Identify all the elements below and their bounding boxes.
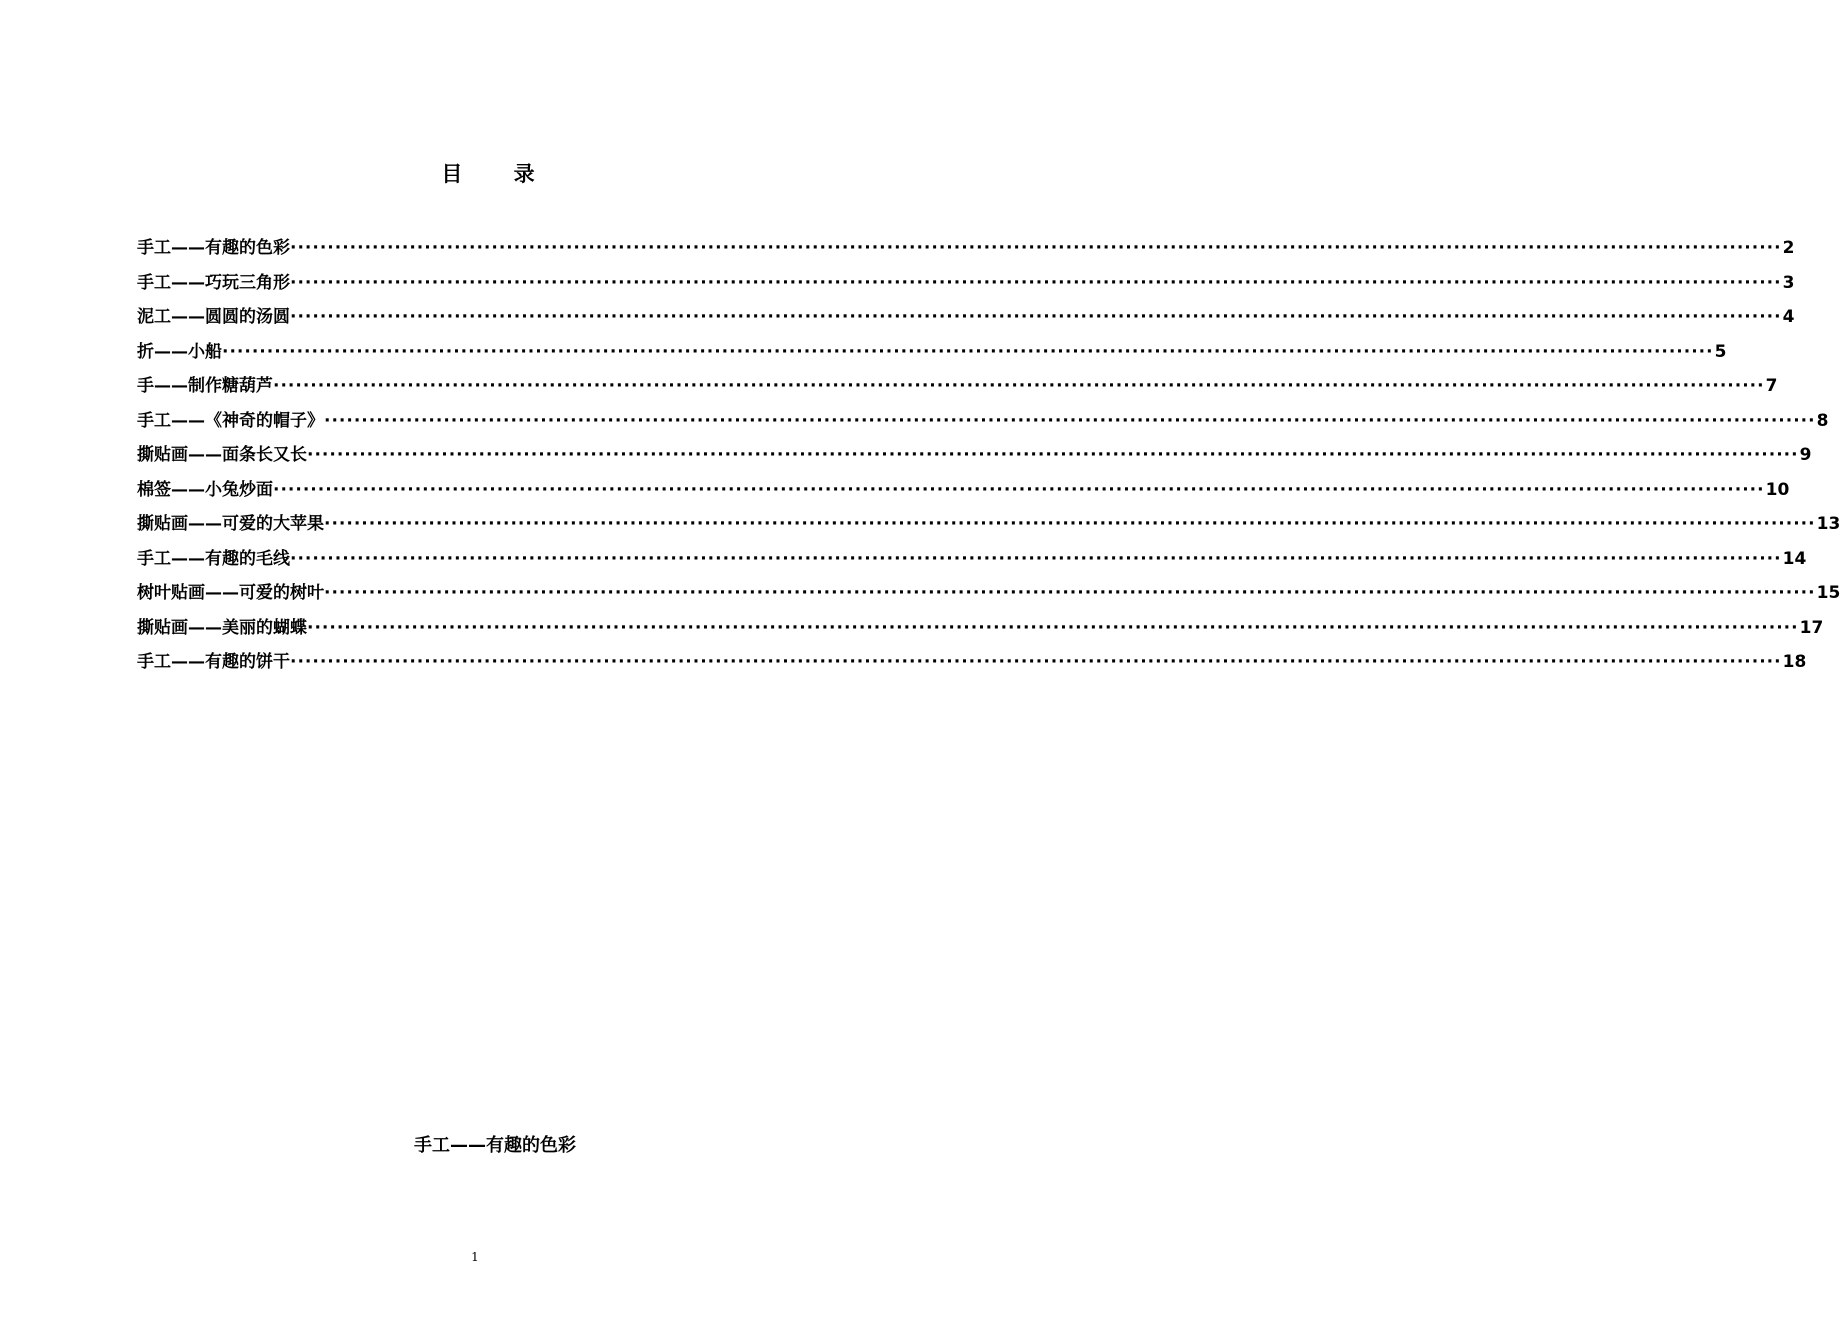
- toc-entry-label: 泥工——圆圆的汤圆: [137, 307, 290, 327]
- toc-entry-page: 8: [1816, 410, 1829, 431]
- toc-entry-page: 15: [1816, 583, 1840, 603]
- toc-dot-leader: ········································································································································································································: [324, 410, 1816, 431]
- toc-entry-page: 10: [1765, 479, 1790, 500]
- toc-dot-leader: ········································································································································································································: [290, 548, 1782, 569]
- toc-entry[interactable]: [137, 475, 1790, 510]
- toc-entry[interactable]: [137, 509, 1840, 544]
- toc-entry-page: 17: [1799, 617, 1824, 638]
- toc-entry[interactable]: [137, 337, 1727, 372]
- section-heading: 手工——有趣的色彩: [414, 1135, 576, 1156]
- toc-entry-page: 13: [1816, 514, 1840, 534]
- toc-entry[interactable]: [137, 371, 1778, 406]
- toc-entry-label: 手工——有趣的毛线: [137, 548, 290, 569]
- toc-entry-page: 9: [1799, 445, 1812, 465]
- toc-entry-label: 手工——有趣的色彩: [137, 238, 290, 258]
- toc-dot-leader: ········································································································································································································: [290, 238, 1782, 258]
- toc-dot-leader: ········································································································································································································: [273, 376, 1765, 396]
- toc-entry[interactable]: [137, 544, 1807, 579]
- toc-entry-page: 7: [1765, 376, 1778, 396]
- toc-entry[interactable]: [137, 233, 1795, 268]
- toc-entry-label: 手工——《神奇的帽子》: [137, 410, 324, 431]
- table-of-contents: [137, 233, 1840, 682]
- toc-entry-page: 5: [1714, 341, 1727, 362]
- toc-entry-label: 折——小船: [137, 341, 222, 362]
- toc-entry-page: 4: [1782, 307, 1795, 327]
- toc-dot-leader: ········································································································································································································: [273, 479, 1765, 500]
- toc-dot-leader: ········································································································································································································: [324, 514, 1816, 534]
- toc-entry-page: 14: [1782, 548, 1807, 569]
- page-number: 1: [471, 1250, 479, 1264]
- toc-entry[interactable]: [137, 440, 1812, 475]
- toc-entry-label: 撕贴画——美丽的蝴蝶: [137, 617, 307, 638]
- toc-entry-page: 2: [1782, 238, 1795, 258]
- toc-entry-label: 手工——巧玩三角形: [137, 272, 290, 293]
- toc-entry-label: 树叶贴画——可爱的树叶: [137, 583, 324, 603]
- toc-entry-page: 3: [1782, 272, 1795, 293]
- toc-entry[interactable]: [137, 302, 1795, 337]
- toc-dot-leader: ········································································································································································································: [307, 617, 1799, 638]
- toc-dot-leader: ········································································································································································································: [222, 341, 1714, 362]
- toc-entry-label: 撕贴画——面条长又长: [137, 445, 307, 465]
- toc-entry[interactable]: [137, 268, 1795, 303]
- toc-entry-page: 18: [1782, 652, 1807, 672]
- toc-entry-label: 手工——有趣的饼干: [137, 652, 290, 672]
- toc-dot-leader: ········································································································································································································: [307, 445, 1799, 465]
- toc-entry[interactable]: [137, 406, 1829, 441]
- toc-entry[interactable]: [137, 647, 1807, 682]
- toc-entry-label: 手——制作糖葫芦: [137, 376, 273, 396]
- toc-dot-leader: ········································································································································································································: [290, 307, 1782, 327]
- toc-dot-leader: ········································································································································································································: [290, 272, 1782, 293]
- toc-entry-label: 撕贴画——可爱的大苹果: [137, 514, 324, 534]
- toc-dot-leader: ········································································································································································································: [324, 583, 1816, 603]
- toc-title: 目 录: [441, 162, 557, 186]
- toc-entry[interactable]: [137, 613, 1824, 648]
- toc-entry-label: 棉签——小兔炒面: [137, 479, 273, 500]
- toc-dot-leader: ········································································································································································································: [290, 652, 1782, 672]
- toc-entry[interactable]: [137, 578, 1840, 613]
